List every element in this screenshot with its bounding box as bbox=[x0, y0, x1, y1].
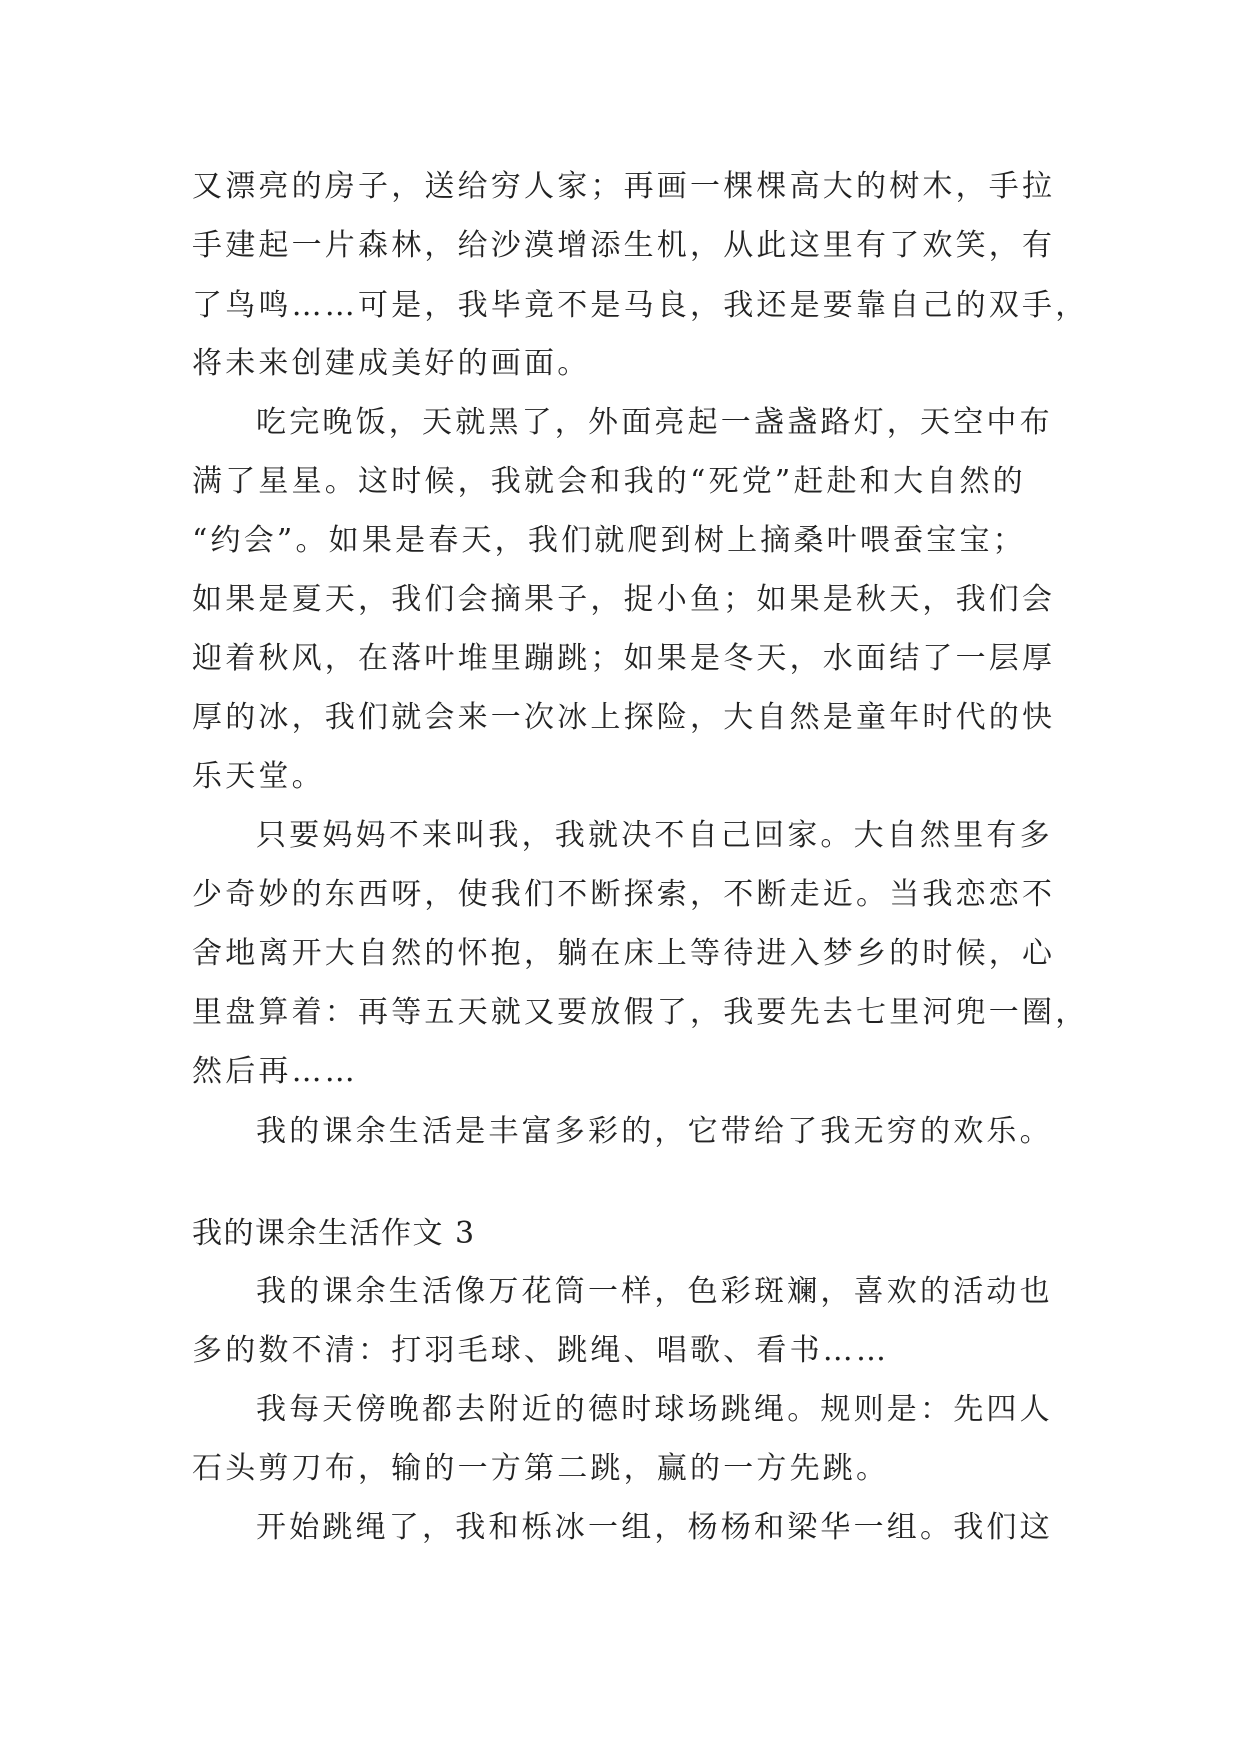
text-line: 然后再…… bbox=[192, 1054, 358, 1089]
text-line: 如果是夏天，我们会摘果子，捉小鱼；如果是秋天，我们会 bbox=[192, 582, 1056, 617]
text-line: 迎着秋风，在落叶堆里蹦跳；如果是冬天，水面结了一层厚 bbox=[192, 641, 1056, 676]
paragraph-start-line: 我的课余生活是丰富多彩的，它带给了我无穷的欢乐。 bbox=[256, 1114, 1053, 1149]
text-line: 又漂亮的房子，送给穷人家；再画一棵棵高大的树木，手拉 bbox=[192, 169, 1056, 204]
text-line: 将未来创建成美好的画面。 bbox=[192, 346, 591, 381]
paragraph-start-line: 开始跳绳了，我和栎冰一组，杨杨和梁华一组。我们这 bbox=[256, 1510, 1053, 1545]
paragraph-start-line: 我的课余生活像万花筒一样，色彩斑斓，喜欢的活动也 bbox=[256, 1274, 1053, 1309]
text-line: 厚的冰，我们就会来一次冰上探险，大自然是童年时代的快 bbox=[192, 700, 1056, 735]
text-line: 少奇妙的东西呀，使我们不断探索，不断走近。当我恋恋不 bbox=[192, 877, 1056, 912]
text-line: 舍地离开大自然的怀抱，躺在床上等待进入梦乡的时候，心 bbox=[192, 936, 1056, 971]
text-line: 满了星星。这时候，我就会和我的“死党”赶赴和大自然的 bbox=[192, 464, 1026, 499]
text-line: 石头剪刀布，输的一方第二跳，赢的一方先跳。 bbox=[192, 1451, 890, 1486]
section-heading: 我的课余生活作文 3 bbox=[192, 1216, 476, 1251]
paragraph-start-line: 只要妈妈不来叫我，我就决不自己回家。大自然里有多 bbox=[256, 818, 1053, 853]
text-line: 了鸟鸣……可是，我毕竟不是马良，我还是要靠自己的双手， bbox=[192, 288, 1089, 323]
text-line: 里盘算着：再等五天就又要放假了，我要先去七里河兜一圈， bbox=[192, 995, 1089, 1030]
text-line: 多的数不清：打羽毛球、跳绳、唱歌、看书…… bbox=[192, 1333, 890, 1368]
text-line: 乐天堂。 bbox=[192, 759, 325, 794]
paragraph-start-line: 吃完晚饭，天就黑了，外面亮起一盏盏路灯，天空中布 bbox=[256, 405, 1053, 440]
paragraph-start-line: 我每天傍晚都去附近的德时球场跳绳。规则是：先四人 bbox=[256, 1392, 1053, 1427]
text-line: “约会”。如果是春天，我们就爬到树上摘桑叶喂蚕宝宝； bbox=[192, 523, 1026, 558]
text-line: 手建起一片森林，给沙漠增添生机，从此这里有了欢笑，有 bbox=[192, 228, 1056, 263]
